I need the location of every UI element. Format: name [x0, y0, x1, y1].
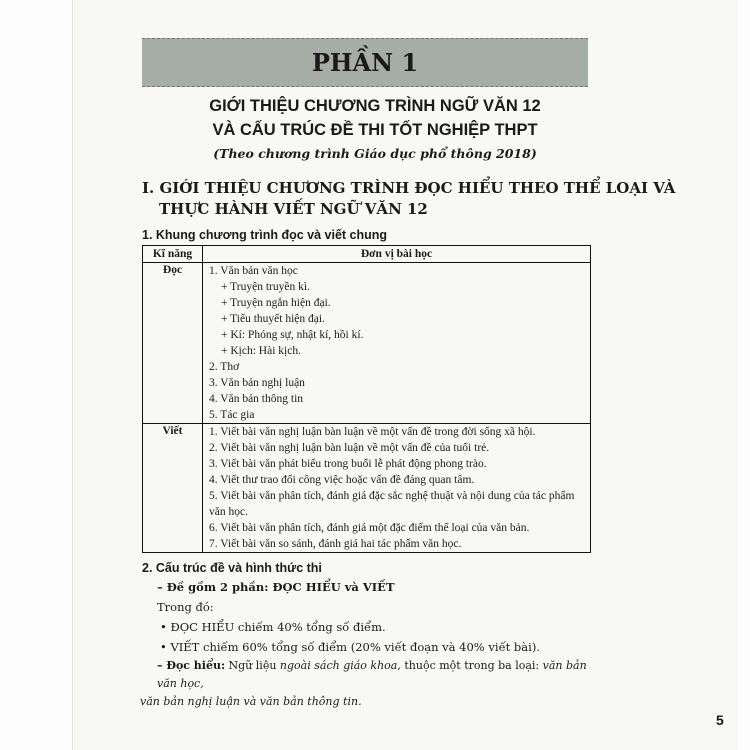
units-cell — [203, 263, 591, 424]
body-line: – Đề gồm 2 phần: ĐỌC HIỂU và VIẾT — [157, 580, 395, 594]
list-item: 3. Viết bài văn phát biểu trong buổi lễ phát động phong trào. — [209, 458, 487, 470]
content-flow — [142, 245, 597, 711]
list-item: 1. Văn bản văn học — [209, 265, 298, 277]
list-item: 5. Tác gia — [209, 409, 255, 421]
text-italic: văn bản văn học, — [157, 659, 587, 690]
section-heading-line-2: THỰC HÀNH VIẾT NGỮ VĂN 12 — [159, 200, 428, 218]
page-number: 5 — [716, 712, 724, 728]
header-skill: Kĩ năng — [143, 246, 203, 263]
subheading-1: 1. Khung chương trình đọc và viết chung — [142, 228, 388, 242]
skill-cell: Viết — [143, 424, 203, 553]
list-item: 2. Thơ — [209, 361, 240, 373]
skill-cell: Đọc — [143, 263, 203, 424]
title-line-1: GIỚI THIỆU CHƯƠNG TRÌNH NGỮ VĂN 12 — [209, 97, 541, 115]
text-italic: ngoài sách giáo khoa — [279, 659, 398, 672]
header-units: Đơn vị bài học — [203, 246, 591, 263]
body-line: Trong đó: — [157, 600, 214, 614]
list-item: 5. Viết bài văn phân tích, đánh giá đặc sắc nghệ thuật và nội dung của tác phẩm văn học. — [209, 490, 575, 518]
title-line-2: VÀ CẤU TRÚC ĐỀ THI TỐT NGHIỆP THPT — [212, 121, 538, 139]
list-item: + Kí: Phóng sự, nhật kí, hồi kí. — [221, 329, 364, 341]
list-item: 1. Viết bài văn nghị luận bàn luận về một vấn đề trong đời sống xã hội. — [209, 426, 536, 438]
bullet-item: • VIẾT chiếm 60% tổng số điểm (20% viết đoạn và 40% viết bài). — [160, 640, 540, 654]
text: Ngữ liệu — [225, 659, 280, 672]
list-item: + Kịch: Hài kịch. — [221, 345, 301, 357]
body-line — [142, 657, 597, 693]
table-header-row — [143, 246, 591, 263]
curriculum-table — [142, 245, 591, 553]
bullet-item: • ĐỌC HIỂU chiếm 40% tổng số điểm. — [160, 620, 386, 634]
section-heading-line-1: I. GIỚI THIỆU CHƯƠNG TRÌNH ĐỌC HIỂU THEO THỂ LOẠI VÀ — [142, 179, 676, 197]
subheading-2: 2. Cấu trúc đề và hình thức thi — [142, 561, 322, 575]
list-item: + Truyện truyền kì. — [221, 281, 310, 293]
list-item: 6. Viết bài văn phân tích, đánh giá một đặc điểm thể loại của văn bản. — [209, 522, 530, 534]
list-item: + Tiểu thuyết hiện đại. — [221, 313, 325, 325]
list-item: 4. Viết thư trao đổi công việc hoặc vấn đề đáng quan tâm. — [209, 474, 475, 486]
body-line: văn bản nghị luận và văn bản thông tin. — [140, 695, 362, 708]
list-item: 4. Văn bản thông tin — [209, 393, 304, 405]
list-item: 3. Văn bản nghị luận — [209, 377, 305, 389]
text: , thuộc một trong ba loại: — [397, 659, 543, 672]
table-row — [143, 424, 591, 553]
part-banner: PHẦN 1 — [142, 38, 588, 87]
list-item: 2. Viết bài văn nghị luận bàn luận về một vấn đề của tuổi trẻ. — [209, 442, 490, 454]
list-item: 7. Viết bài văn so sánh, đánh giá hai tác phẩm văn học. — [209, 538, 462, 550]
units-cell — [203, 424, 591, 553]
label-doc-hieu: – Đọc hiểu: — [157, 659, 226, 672]
table-row — [143, 263, 591, 424]
subtitle: (Theo chương trình Giáo dục phổ thông 2018) — [213, 146, 537, 161]
list-item: + Truyện ngắn hiện đại. — [221, 297, 331, 309]
